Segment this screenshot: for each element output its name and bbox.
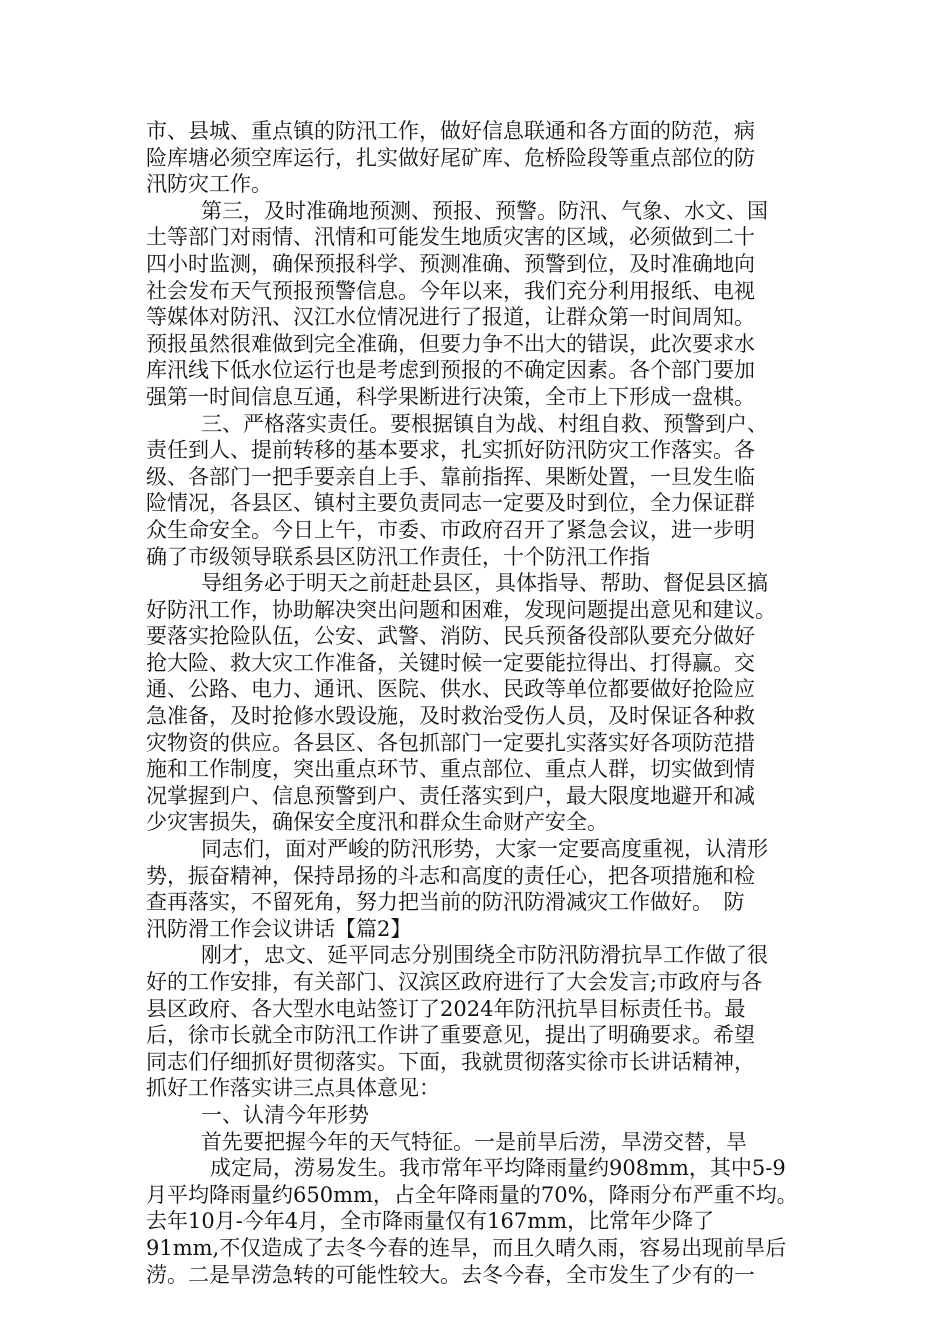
text-line: 要落实抢险队伍，公安、武警、消防、民兵预备役部队要充分做好 bbox=[146, 624, 755, 649]
text-line: 同志们，面对严峻的防汛形势，大家一定要高度重视，认清形 bbox=[201, 837, 768, 862]
text-line: 况掌握到户、信息预警到户、责任落实到户，最大限度地避开和减 bbox=[146, 783, 755, 808]
text-line: 去年10月-今年4月，全市降雨量仅有167mm，比常年少降了 bbox=[146, 1209, 715, 1234]
text-line: 月平均降雨量约650mm，占全年降雨量的70%，降雨分布严重不均。 bbox=[146, 1182, 798, 1207]
text-line: 县区政府、各大型水电站签订了2024年防汛抗旱目标责任书。最 bbox=[146, 996, 746, 1021]
text-line: 等媒体对防汛、汉江水位情况进行了报道，让群众第一时间周知。 bbox=[146, 305, 755, 330]
text-line: 土等部门对雨情、汛情和可能发生地质灾害的区域，必须做到二十 bbox=[146, 225, 755, 250]
text-line: 险情况，各县区、镇村主要负责同志一定要及时到位，全力保证群 bbox=[146, 491, 755, 516]
text-line: 抢大险、救大灾工作准备，关键时候一定要能拉得出、打得赢。交 bbox=[146, 650, 755, 675]
text-line: 好的工作安排，有关部门、汉滨区政府进行了大会发言;市政府与各 bbox=[146, 970, 763, 994]
text-line: 急准备，及时抢修水毁设施，及时救治受伤人员，及时保证各种救 bbox=[146, 704, 755, 729]
text-line: 通、公路、电力、通讯、医院、供水、民政等单位都要做好抢险应 bbox=[146, 677, 755, 702]
text-line: 社会发布天气预报预警信息。今年以来，我们充分利用报纸、电视 bbox=[146, 278, 755, 303]
text-line: 少灾害损失，确保安全度汛和群众生命财产安全。 bbox=[146, 810, 608, 835]
text-line: 查再落实，不留死角，努力把当前的防汛防滑减灾工作做好。 防 bbox=[146, 890, 745, 915]
text-line: 第三，及时准确地预测、预报、预警。防汛、气象、水文、国 bbox=[201, 198, 768, 223]
text-line: 三、严格落实责任。要根据镇自为战、村组自救、预警到户、 bbox=[201, 411, 768, 436]
text-line: 级、各部门一把手要亲自上手、靠前指挥、果断处置，一旦发生临 bbox=[146, 464, 755, 489]
text-line: 确了市级领导联系县区防汛工作责任，十个防汛工作指 bbox=[146, 544, 650, 569]
text-line: 后，徐市长就全市防汛工作讲了重要意见，提出了明确要求。希望 bbox=[146, 1023, 755, 1048]
text-line: 施和工作制度，突出重点环节、重点部位、重点人群，切实做到情 bbox=[146, 757, 755, 782]
document-body bbox=[146, 118, 812, 1288]
text-line: 导组务必于明天之前赶赴县区，具体指导、帮助、督促县区搞 bbox=[201, 571, 768, 596]
text-line: 四小时监测，确保预报科学、预测准确、预警到位，及时准确地向 bbox=[146, 251, 755, 276]
text-line: 库汛线下低水位运行也是考虑到预报的不确定因素。各个部门要加 bbox=[146, 358, 755, 383]
section-heading: 一、认清今年形势 bbox=[201, 1102, 369, 1127]
text-line: 刚才，忠文、延平同志分别围绕全市防汛防滑抗旱工作做了很 bbox=[201, 943, 768, 968]
text-line: 汛防灾工作。 bbox=[146, 172, 272, 197]
text-line: 涝。二是旱涝急转的可能性较大。去冬今春，全市发生了少有的一 bbox=[146, 1262, 755, 1287]
text-line: 首先要把握今年的天气特征。一是前旱后涝，旱涝交替，旱 bbox=[201, 1129, 747, 1154]
text-line: 众生命安全。今日上午，市委、市政府召开了紧急会议，进一步明 bbox=[146, 517, 755, 542]
text-line: 预报虽然很难做到完全准确，但要力争不出大的错误，此次要求水 bbox=[146, 331, 755, 356]
text-line: 势，振奋精神，保持昂扬的斗志和高度的责任心，把各项措施和检 bbox=[146, 863, 755, 888]
text-line: 抓好工作落实讲三点具体意见： bbox=[146, 1076, 440, 1101]
text-line: 成定局，涝易发生。我市常年平均降雨量约908mm，其中5-9 bbox=[210, 1156, 786, 1181]
text-line: 强第一时间信息互通，科学果断进行决策，全市上下形成一盘棋。 bbox=[146, 384, 755, 409]
text-line: 市、县城、重点镇的防汛工作，做好信息联通和各方面的防范，病 bbox=[146, 119, 755, 143]
text-line: 91mm,不仅造成了去冬今春的连旱，而且久晴久雨，容易出现前旱后 bbox=[146, 1235, 787, 1260]
text-line: 险库塘必须空库运行，扎实做好尾矿库、危桥险段等重点部位的防 bbox=[146, 145, 755, 170]
section-heading: 汛防滑工作会议讲话【篇2】 bbox=[146, 916, 412, 941]
text-line: 责任到人、提前转移的基本要求，扎实抓好防汛防灾工作落实。各 bbox=[146, 438, 755, 463]
text-line: 好防汛工作，协助解决突出问题和困难，发现问题提出意见和建议。 bbox=[146, 597, 776, 622]
text-line: 同志们仔细抓好贯彻落实。下面，我就贯彻落实徐市长讲话精神， bbox=[146, 1049, 755, 1074]
text-line: 灾物资的供应。各县区、各包抓部门一定要扎实落实好各项防范措 bbox=[146, 730, 755, 755]
